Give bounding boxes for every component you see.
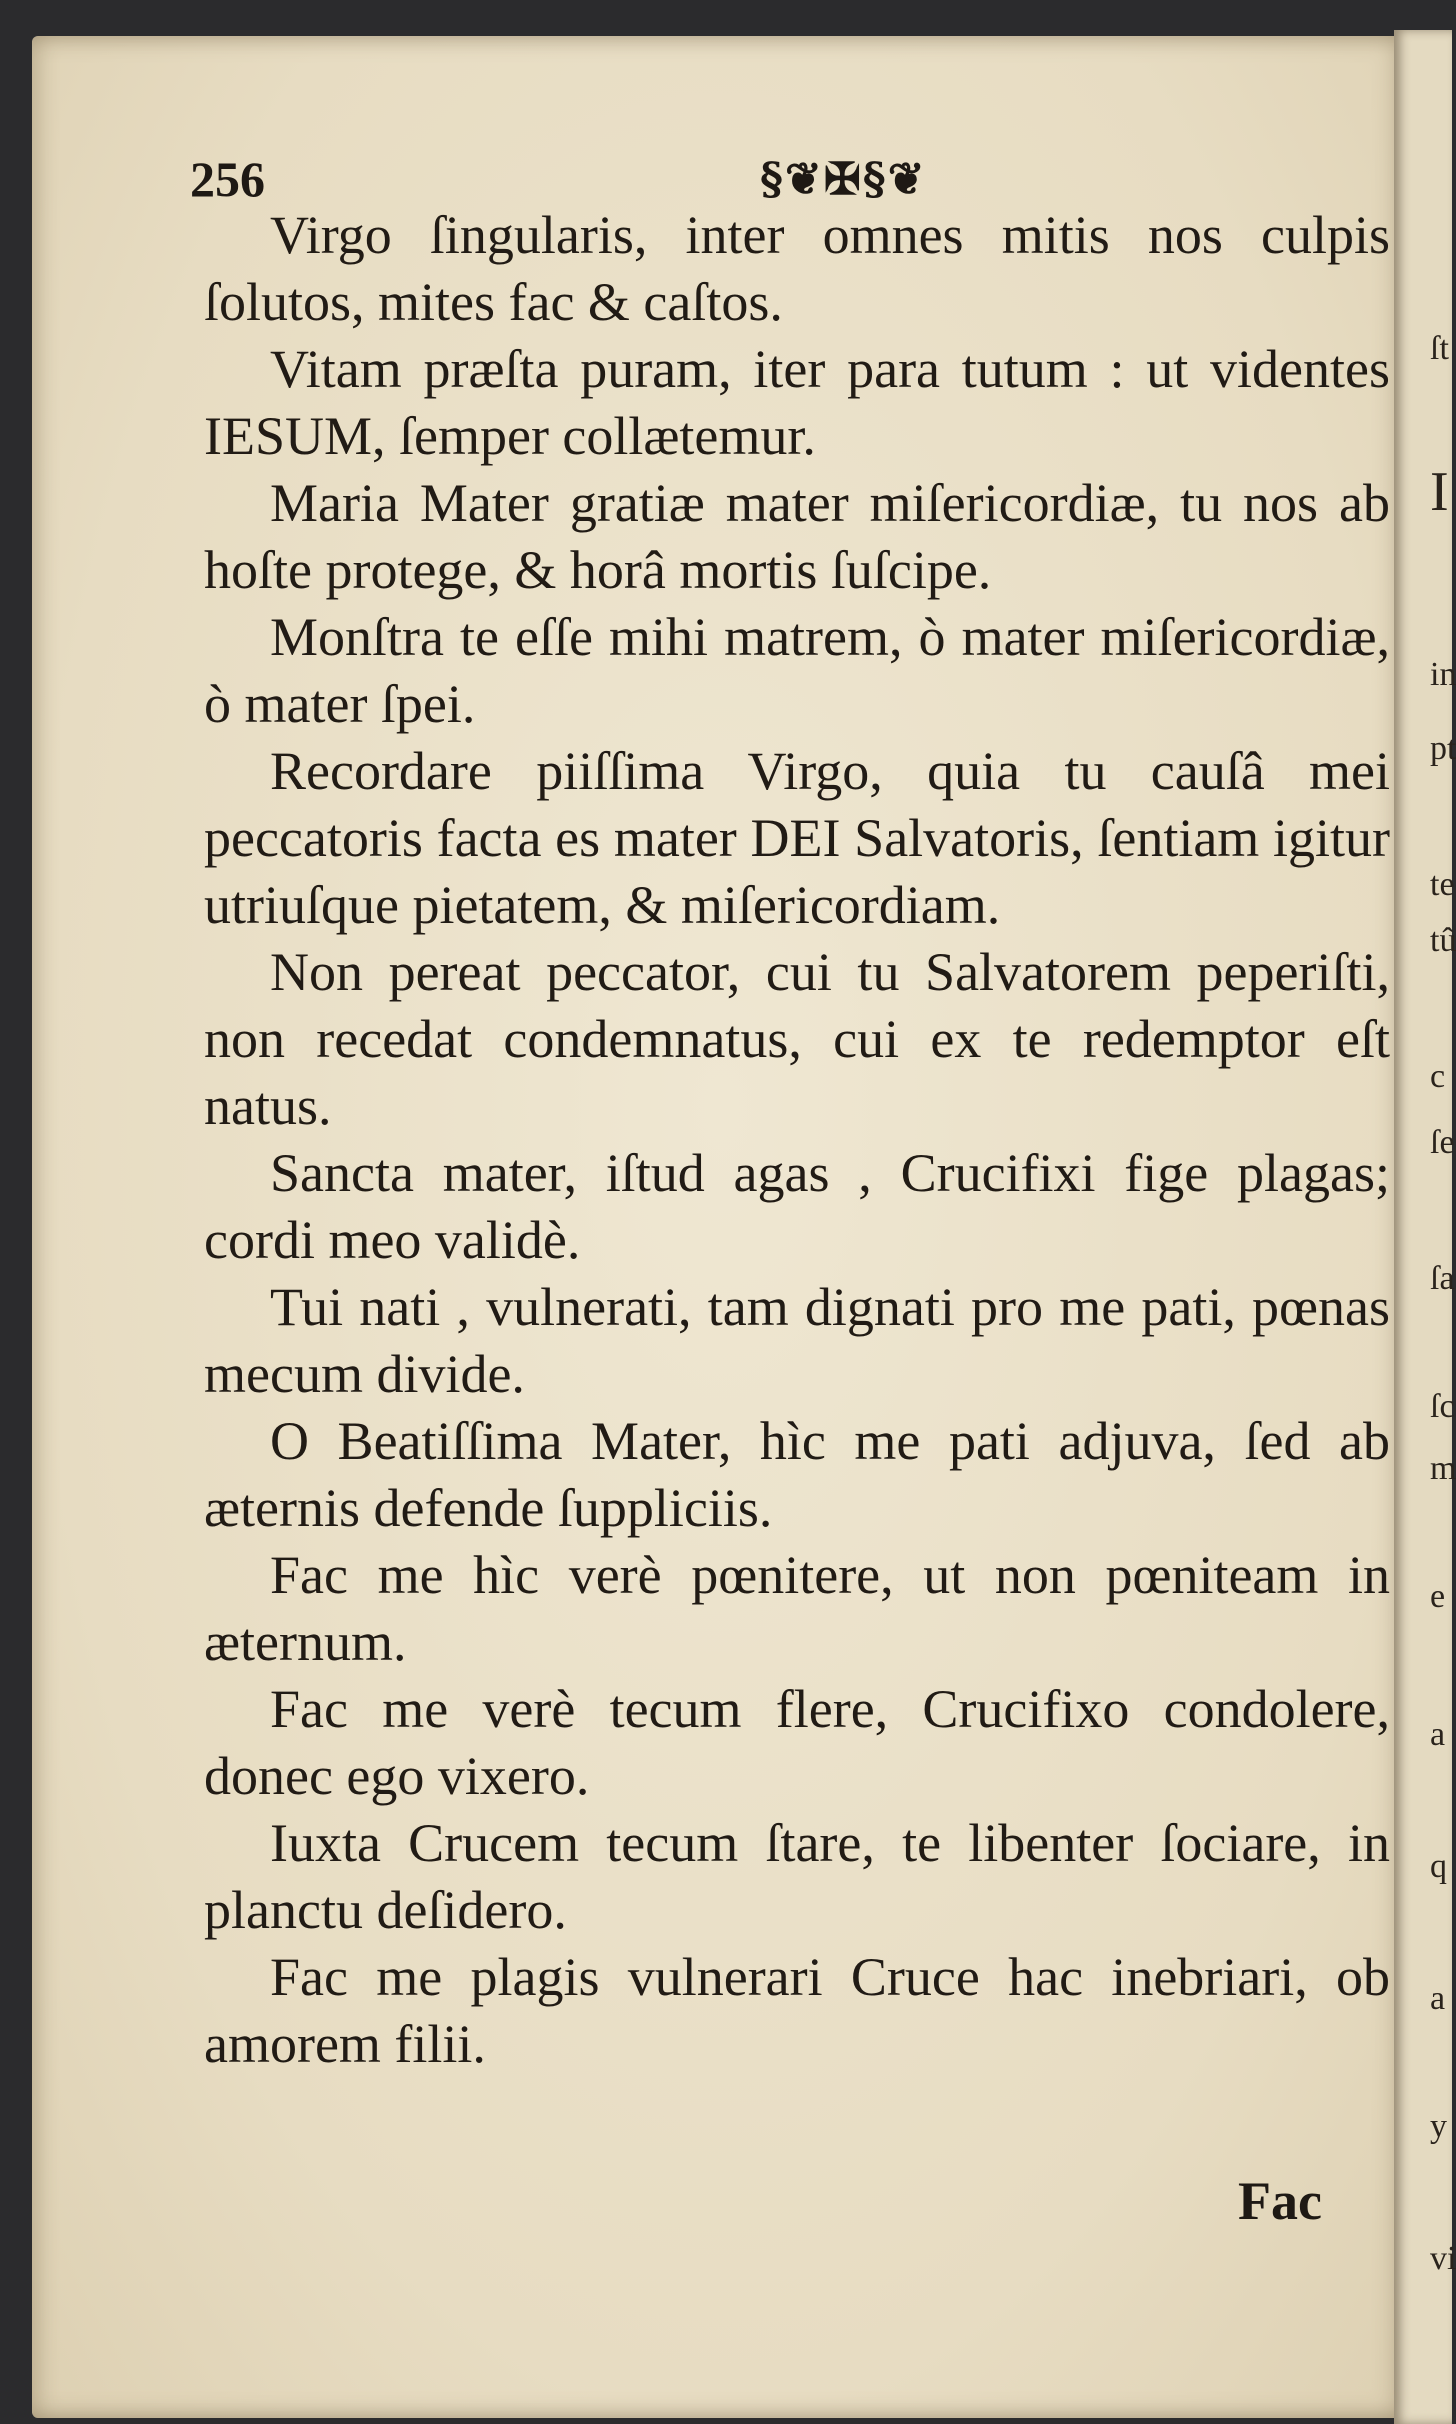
margin-fragment: tû	[1430, 922, 1456, 959]
page-number: 256	[190, 151, 265, 207]
paragraph: Tui nati , vulnerati, tam dignati pro me pati, pœnas mecum divide.	[204, 1277, 1390, 1404]
margin-fragment: a	[1430, 1980, 1446, 2017]
paragraph: Maria Mater gratiæ mater miſericordiæ, tu nos ab hoſte protege, & horâ mortis ſuſcipe.	[204, 473, 1390, 600]
paragraph: Vitam præſta puram, iter para tutum : ut videntes IESUM, ſemper collætemur.	[204, 339, 1390, 466]
prayer-text	[204, 202, 1390, 2078]
margin-fragment: pt	[1430, 730, 1456, 767]
paragraph: Recordare piiſſima Virgo, quia tu cauſâ mei peccatoris facta es mater DEI Salvatoris, ſentiam igitur utriuſque pietatem, & miſericordiam.	[204, 741, 1390, 935]
paragraph: Fac me verè tecum flere, Crucifixo condolere, donec ego vixero.	[204, 1679, 1390, 1806]
margin-fragment: vi	[1430, 2240, 1456, 2277]
paragraph: Fac me hìc verè pœnitere, ut non pœniteam in æternum.	[204, 1545, 1390, 1672]
margin-fragment: q	[1430, 1848, 1447, 1885]
paragraph: Iuxta Crucem tecum ſtare, te libenter ſociare, in planctu deſidero.	[204, 1813, 1390, 1940]
margin-fragment: ſa	[1430, 1260, 1455, 1297]
header-ornament: §❦✠§❦	[760, 154, 927, 205]
margin-fragment: y	[1430, 2108, 1447, 2145]
margin-fragment: m	[1430, 1450, 1456, 1487]
facing-page-edge	[1394, 30, 1456, 2424]
margin-fragment: ſt	[1430, 330, 1449, 367]
paragraph: Monſtra te eſſe mihi matrem, ò mater miſericordiæ, ò mater ſpei.	[204, 607, 1390, 734]
paragraph: Fac me plagis vulnerari Cruce hac inebriari, ob amorem filii.	[204, 1947, 1390, 2074]
margin-fragment: te	[1430, 866, 1455, 903]
paragraph: Sancta mater, iſtud agas , Crucifixi fige plagas; cordi meo validè.	[204, 1143, 1390, 1270]
margin-fragment: ſe	[1430, 1124, 1455, 1161]
margin-fragment: ſc	[1430, 1388, 1455, 1425]
margin-fragment: I	[1430, 461, 1449, 523]
margin-fragment: in	[1430, 656, 1456, 693]
margin-fragment: a	[1430, 1716, 1446, 1753]
catchword: Fac	[1238, 2171, 1322, 2231]
paragraph: O Beatiſſima Mater, hìc me pati adjuva, ſed ab æternis defende ſuppliciis.	[204, 1411, 1390, 1538]
paragraph: Virgo ſingularis, inter omnes mitis nos culpis ſolutos, mites fac & caſtos.	[204, 205, 1390, 332]
margin-fragment: e	[1430, 1578, 1446, 1615]
paragraph: Non pereat peccator, cui tu Salvatorem peperiſti, non recedat condemnatus, cui ex te redemptor eſt natus.	[204, 942, 1390, 1136]
margin-fragment: c	[1430, 1058, 1446, 1095]
